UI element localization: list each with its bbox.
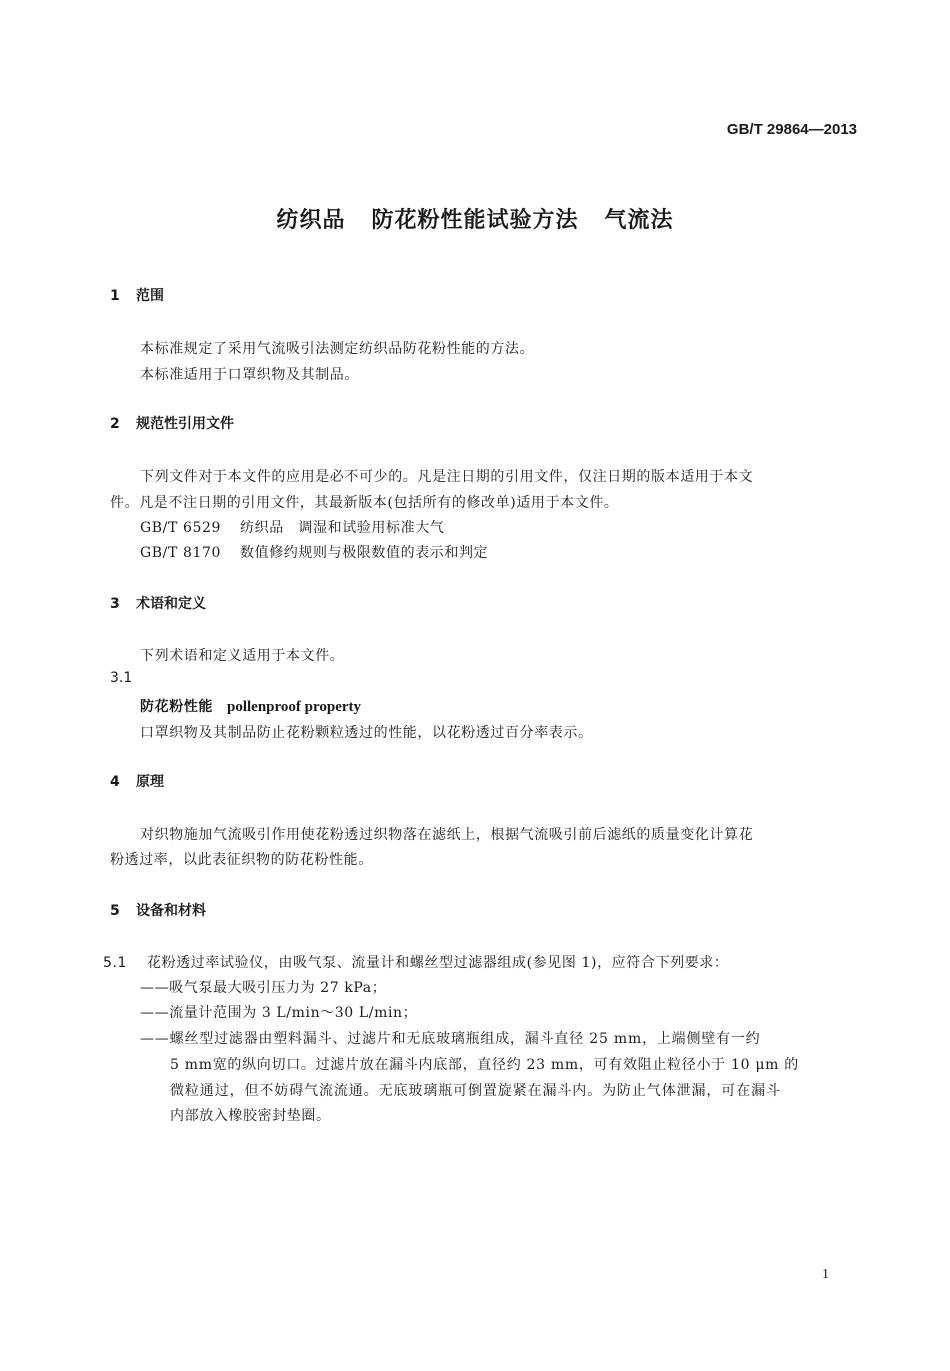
term-chinese: 防花粉性能 — [140, 699, 213, 715]
section-number: 5 — [110, 903, 120, 919]
reference-item — [140, 542, 488, 562]
section-number: 3 — [110, 596, 120, 612]
reference-code: GB/T 6529 — [140, 520, 222, 536]
paragraph: 本标准适用于口罩织物及其制品。 — [140, 367, 359, 383]
title-part1: 纺织品 — [276, 208, 346, 233]
list-item: ——吸气泵最大吸引压力为 27 kPa； — [140, 980, 387, 996]
subsection-number: 3.1 — [110, 670, 133, 686]
section-3-heading — [110, 593, 206, 613]
section-title: 范围 — [136, 288, 164, 304]
paragraph-line: 下列文件对于本文件的应用是必不可少的。凡是注日期的引用文件，仅注日期的版本适用于本文 — [140, 469, 754, 485]
paragraph-line: 粉透过率，以此表征织物的防花粉性能。 — [110, 852, 373, 868]
list-item: ——流量计范围为 3 L/min～30 L/min； — [140, 1005, 418, 1021]
section-number: 2 — [110, 416, 120, 432]
paragraph-line: 对织物施加气流吸引作用使花粉透过织物落在滤纸上，根据气流吸引前后滤纸的质量变化计算花 — [140, 827, 754, 843]
section-title: 术语和定义 — [136, 596, 206, 612]
term-entry — [140, 696, 361, 716]
section-number: 1 — [110, 288, 120, 304]
list-item-continuation: 5 mm宽的纵向切口。过滤片放在漏斗内底部，直径约 23 mm，可有效阻止粒径小于 10 μm 的 — [170, 1057, 800, 1073]
page-number: 1 — [822, 1267, 829, 1282]
section-title: 规范性引用文件 — [136, 416, 234, 432]
section-5-heading — [110, 900, 206, 920]
title-part3: 气流法 — [604, 208, 674, 233]
reference-title: 纺织品 调湿和试验用标准大气 — [240, 520, 445, 536]
term-definition: 口罩织物及其制品防止花粉颗粒透过的性能，以花粉透过百分率表示。 — [140, 725, 593, 741]
section-title: 设备和材料 — [136, 903, 206, 919]
term-english: pollenproof property — [227, 699, 362, 715]
subsection-5-1 — [103, 952, 728, 972]
section-1-heading — [110, 285, 164, 305]
paragraph: 下列术语和定义适用于本文件。 — [140, 648, 345, 664]
paragraph-line: 件。凡是不注日期的引用文件，其最新版本(包括所有的修改单)适用于本文件。 — [110, 495, 619, 511]
paragraph: 本标准规定了采用气流吸引法测定纺织品防花粉性能的方法。 — [140, 341, 535, 357]
list-item-continuation: 内部放入橡胶密封垫圈。 — [170, 1108, 331, 1124]
standard-code: GB/T 29864—2013 — [726, 121, 857, 138]
list-item: ——螺丝型过滤器由塑料漏斗、过滤片和无底玻璃瓶组成，漏斗直径 25 mm，上端侧壁有一约 — [140, 1031, 761, 1047]
section-number: 4 — [110, 774, 120, 790]
section-2-heading — [110, 413, 234, 433]
subsection-number: 5.1 — [103, 955, 128, 971]
reference-title: 数值修约规则与极限数值的表示和判定 — [240, 545, 489, 561]
title-part2: 防花粉性能试验方法 — [371, 208, 579, 233]
section-title: 原理 — [136, 774, 164, 790]
reference-code: GB/T 8170 — [140, 545, 222, 561]
page-title — [0, 203, 950, 234]
subsection-text: 花粉透过率试验仪，由吸气泵、流量计和螺丝型过滤器组成(参见图 1)，应符合下列要求： — [147, 955, 729, 971]
section-4-heading — [110, 771, 164, 791]
reference-item — [140, 517, 444, 537]
list-item-continuation: 微粒通过，但不妨碍气流流通。无底玻璃瓶可倒置旋紧在漏斗内。为防止气体泄漏，可在漏斗 — [170, 1083, 781, 1099]
